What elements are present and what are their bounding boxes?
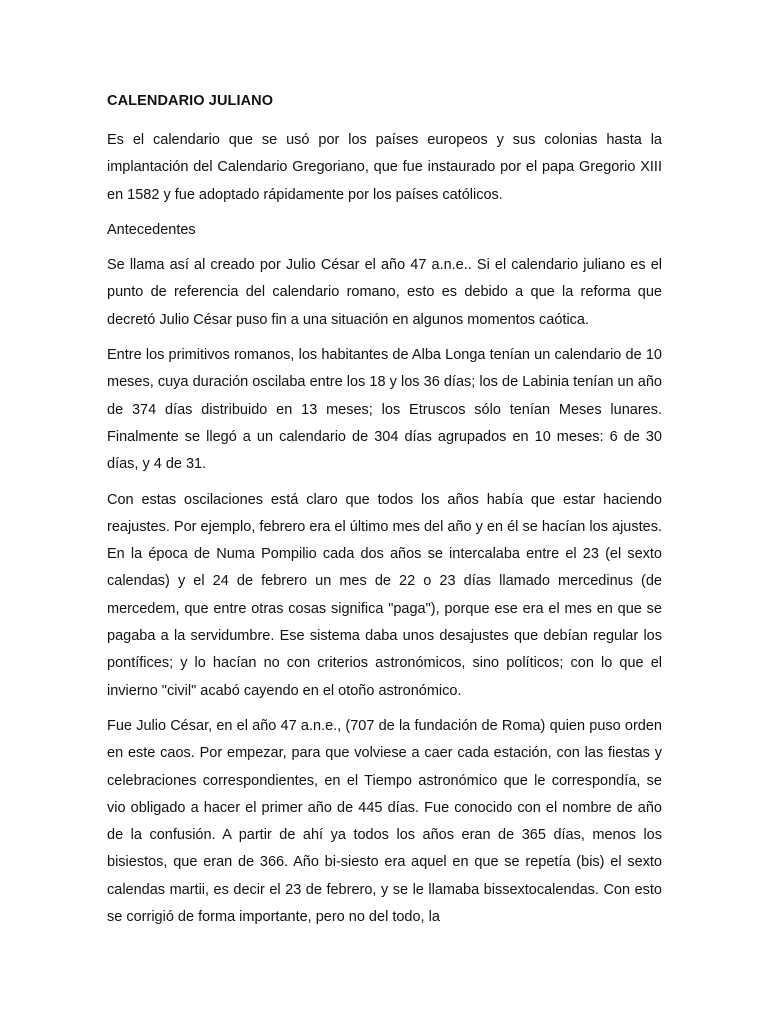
document-title: CALENDARIO JULIANO bbox=[107, 93, 274, 109]
paragraph-reforma: Fue Julio César, en el año 47 a.n.e., (707 de la fundación de Roma) quien puso orden en este caos. Por empezar, para que volviese a caer cada estación, con las fiestas y celebraciones correspondientes, en el Tiempo astronómico que le correspondía, se vio obligado a hacer el primer año de 445 días. Fue conocido con el nombre de año de la confusión. A partir de ahí ya todos los años eran de 365 días, menos los bisiestos, que eran de 366. Año bi-siesto era aquel en que se repetía (bis) el sexto calendas martii, es decir el 23 de febrero, y se le llamaba bissextocalendas. Con esto se corrigió de forma importante, pero no del todo, la bbox=[107, 717, 662, 926]
paragraph-julio-cesar: Se llama así al creado por Julio César el año 47 a.n.e.. Si el calendario juliano es el punto de referencia del calendario romano, esto es debido a que la reforma que decretó Julio César puso fin a una situación en algunos momentos caótica. bbox=[107, 257, 662, 328]
intro-paragraph: Es el calendario que se usó por los países europeos y sus colonias hasta la implantación del Calendario Gregoriano, que fue instaurado por el papa Gregorio XIII en 1582 y fue adoptado rápidamente por los países católicos. bbox=[107, 132, 662, 203]
document-page bbox=[107, 91, 662, 939]
paragraph-oscilaciones: Con estas oscilaciones está claro que todos los años había que estar haciendo reajustes. Por ejemplo, febrero era el último mes del año y en él se hacían los ajustes. En la época de Numa Pompilio cada dos años se intercalaba entre el 23 (el sexto calendas) y el 24 de febrero un mes de 22 o 23 días llamado mercedinus (de mercedem, que entre otras cosas significa "paga"), porque ese era el mes en que se pagaba a la servidumbre. Ese sistema daba unos desajustes que debían regular los pontífices; y lo hacían no con criterios astronómicos, sino políticos; con lo que el invierno "civil" acabó cayendo en el otoño astronómico. bbox=[107, 491, 662, 699]
section-heading-antecedentes: Antecedentes bbox=[107, 221, 196, 238]
paragraph-primitivos-romanos: Entre los primitivos romanos, los habitantes de Alba Longa tenían un calendario de 10 meses, cuya duración oscilaba entre los 18 y los 36 días; los de Labinia tenían un año de 374 días distribuido en 13 meses; los Etruscos sólo tenían Meses lunares. Finalmente se llegó a un calendario de 304 días agrupados en 10 meses: 6 de 30 días, y 4 de 31. bbox=[107, 347, 662, 473]
